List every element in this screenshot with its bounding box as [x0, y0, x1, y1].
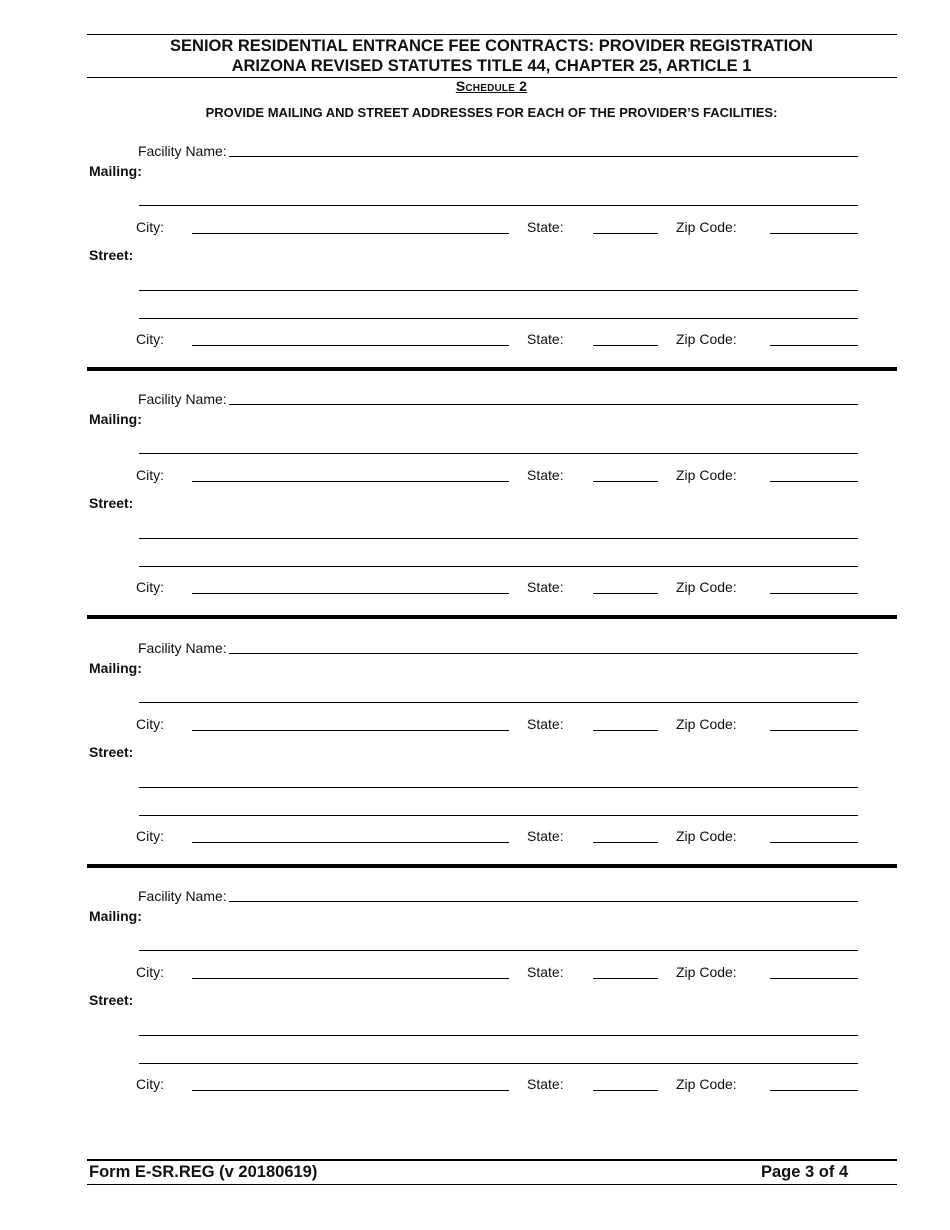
facility-1-name-label: Facility Name:: [138, 143, 227, 159]
facility-2-mailing-city-label: City:: [136, 467, 164, 483]
facility-2-separator: [87, 615, 897, 619]
schedule-heading: Schedule 2: [455, 78, 528, 94]
facility-4-name-field[interactable]: [229, 901, 858, 902]
facility-3-mailing-city-field[interactable]: [192, 730, 509, 731]
facility-2-street-city-field[interactable]: [192, 593, 509, 594]
facility-4-street-state-field[interactable]: [593, 1090, 658, 1091]
facility-3-street-state-label: State:: [527, 828, 564, 844]
facility-2-street-label: Street:: [89, 495, 134, 511]
facility-3-street-city-label: City:: [136, 828, 164, 844]
facility-4-mailing-zip-label: Zip Code:: [676, 964, 737, 980]
form-id: Form E-SR.REG (v 20180619): [89, 1163, 318, 1181]
facility-2-name-label: Facility Name:: [138, 391, 227, 407]
facility-4-mailing-city-field[interactable]: [192, 978, 509, 979]
facility-4-street-address-field-2[interactable]: [139, 1063, 858, 1064]
facility-3-mailing-label: Mailing:: [89, 660, 142, 676]
facility-4-street-label: Street:: [89, 992, 134, 1008]
facility-1-mailing-city-field[interactable]: [192, 233, 509, 234]
facility-1-mailing-zip-label: Zip Code:: [676, 219, 737, 235]
facility-1-street-address-field-1[interactable]: [139, 290, 858, 291]
facility-2-street-zip-label: Zip Code:: [676, 579, 737, 595]
page-number: Page 3 of 4: [761, 1163, 849, 1181]
facility-1-mailing-address-field[interactable]: [139, 205, 858, 206]
facility-3-mailing-city-label: City:: [136, 716, 164, 732]
facility-4-street-zip-label: Zip Code:: [676, 1076, 737, 1092]
facility-4-name-label: Facility Name:: [138, 888, 227, 904]
facility-4-mailing-address-field[interactable]: [139, 950, 858, 951]
facility-2-mailing-city-field[interactable]: [192, 481, 509, 482]
facility-1-separator: [87, 367, 897, 371]
facility-4-street-city-field[interactable]: [192, 1090, 509, 1091]
facility-3-name-field[interactable]: [229, 653, 858, 654]
facility-2-street-zip-field[interactable]: [770, 593, 858, 594]
facility-3-mailing-zip-field[interactable]: [770, 730, 858, 731]
facility-4-street-city-label: City:: [136, 1076, 164, 1092]
facility-3-street-zip-label: Zip Code:: [676, 828, 737, 844]
facility-4-mailing-city-label: City:: [136, 964, 164, 980]
facility-1-street-city-field[interactable]: [192, 345, 509, 346]
facility-3-name-label: Facility Name:: [138, 640, 227, 656]
facility-2-street-address-field-2[interactable]: [139, 566, 858, 567]
facility-2-mailing-label: Mailing:: [89, 411, 142, 427]
facility-3-street-address-field-2[interactable]: [139, 815, 858, 816]
header-top-rule: [87, 34, 897, 35]
form-title-line-2: ARIZONA REVISED STATUTES TITLE 44, CHAPTER 25, ARTICLE 1: [231, 57, 752, 75]
facility-4-mailing-state-label: State:: [527, 964, 564, 980]
facility-4-mailing-label: Mailing:: [89, 908, 142, 924]
facility-3-mailing-state-field[interactable]: [593, 730, 658, 731]
facility-3-street-zip-field[interactable]: [770, 842, 858, 843]
facility-3-street-label: Street:: [89, 744, 134, 760]
facility-1-street-zip-label: Zip Code:: [676, 331, 737, 347]
facility-1-street-state-label: State:: [527, 331, 564, 347]
facility-2-mailing-zip-label: Zip Code:: [676, 467, 737, 483]
facility-2-street-state-label: State:: [527, 579, 564, 595]
facility-1-street-label: Street:: [89, 247, 134, 263]
facility-1-street-state-field[interactable]: [593, 345, 658, 346]
facility-2-street-address-field-1[interactable]: [139, 538, 858, 539]
facility-2-name-field[interactable]: [229, 404, 858, 405]
instructions: PROVIDE MAILING AND STREET ADDRESSES FOR EACH OF THE PROVIDER’S FACILITIES:: [205, 105, 778, 120]
facility-1-mailing-state-field[interactable]: [593, 233, 658, 234]
facility-1-name-field[interactable]: [229, 156, 858, 157]
facility-3-mailing-state-label: State:: [527, 716, 564, 732]
facility-4-street-zip-field[interactable]: [770, 1090, 858, 1091]
facility-2-street-city-label: City:: [136, 579, 164, 595]
facility-1-street-city-label: City:: [136, 331, 164, 347]
facility-4-mailing-state-field[interactable]: [593, 978, 658, 979]
facility-4-mailing-zip-field[interactable]: [770, 978, 858, 979]
footer-bottom-rule: [87, 1184, 897, 1185]
facility-3-street-state-field[interactable]: [593, 842, 658, 843]
facility-1-mailing-zip-field[interactable]: [770, 233, 858, 234]
facility-2-mailing-zip-field[interactable]: [770, 481, 858, 482]
facility-2-mailing-address-field[interactable]: [139, 453, 858, 454]
facility-1-mailing-state-label: State:: [527, 219, 564, 235]
facility-1-mailing-city-label: City:: [136, 219, 164, 235]
footer-top-rule: [87, 1159, 897, 1161]
facility-2-mailing-state-field[interactable]: [593, 481, 658, 482]
facility-3-mailing-address-field[interactable]: [139, 702, 858, 703]
facility-2-street-state-field[interactable]: [593, 593, 658, 594]
facility-3-mailing-zip-label: Zip Code:: [676, 716, 737, 732]
facility-3-separator: [87, 864, 897, 868]
facility-4-street-state-label: State:: [527, 1076, 564, 1092]
facility-4-street-address-field-1[interactable]: [139, 1035, 858, 1036]
facility-1-street-address-field-2[interactable]: [139, 318, 858, 319]
facility-3-street-city-field[interactable]: [192, 842, 509, 843]
form-title-line-1: SENIOR RESIDENTIAL ENTRANCE FEE CONTRACTS: PROVIDER REGISTRATION: [170, 37, 813, 55]
facility-2-mailing-state-label: State:: [527, 467, 564, 483]
facility-1-mailing-label: Mailing:: [89, 163, 142, 179]
facility-3-street-address-field-1[interactable]: [139, 787, 858, 788]
facility-1-street-zip-field[interactable]: [770, 345, 858, 346]
